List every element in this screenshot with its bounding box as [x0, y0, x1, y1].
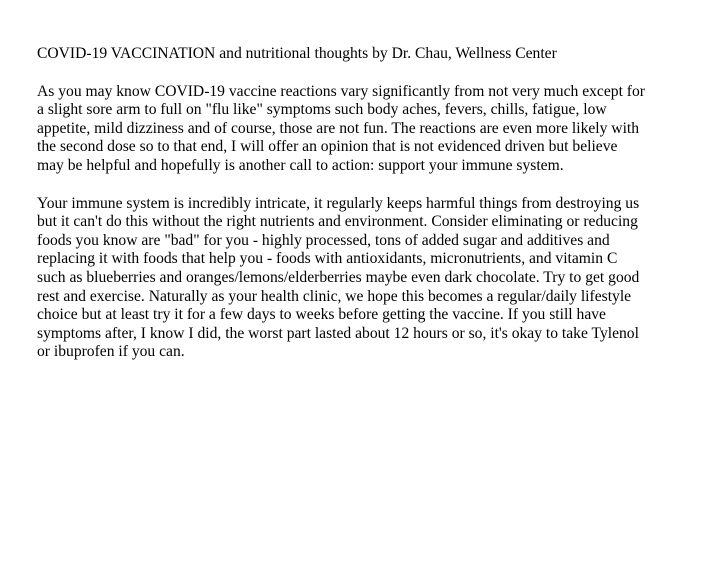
paragraph-line: replacing it with foods that help you - foods with antioxidants, micronutrients, and vitamin C [37, 250, 618, 268]
document-page [37, 45, 667, 381]
paragraph-line: appetite, mild dizziness and of course, those are not fun. The reactions are even more likely with [37, 119, 640, 137]
paragraph-line: a slight sore arm to full on "flu like" symptoms such body aches, fevers, chills, fatigue, low [37, 101, 607, 119]
paragraph-line: symptoms after, I know I did, the worst part lasted about 12 hours or so, it's okay to take Tylenol [37, 324, 639, 342]
document-title: COVID-19 VACCINATION and nutritional thoughts by Dr. Chau, Wellness Center [37, 45, 557, 62]
paragraph-line: Your immune system is incredibly intricate, it regularly keeps harmful things from destroying us [37, 194, 640, 212]
paragraph-line: such as blueberries and oranges/lemons/elderberries maybe even dark chocolate. Try to get good [37, 268, 640, 286]
paragraph-line: the second dose so to that end, I will offer an opinion that is not evidenced driven but believe [37, 138, 618, 156]
paragraph-line: or ibuprofen if you can. [37, 343, 185, 361]
paragraph-immune-system [37, 195, 667, 362]
paragraph-line: rest and exercise. Naturally as your health clinic, we hope this becomes a regular/daily lifestyle [37, 287, 632, 305]
paragraph-vaccine-reactions [37, 83, 667, 176]
paragraph-line: choice but at least try it for a few days to weeks before getting the vaccine. If you still have [37, 306, 606, 324]
paragraph-line: but it can't do this without the right nutrients and environment. Consider eliminating or reducing [37, 213, 638, 231]
paragraph-line: foods you know are "bad" for you - highly processed, tons of added sugar and additives and [37, 231, 610, 249]
paragraph-line: may be helpful and hopefully is another call to action: support your immune system. [37, 156, 564, 174]
paragraph-line: As you may know COVID-19 vaccine reactions vary significantly from not very much except for [37, 82, 645, 100]
